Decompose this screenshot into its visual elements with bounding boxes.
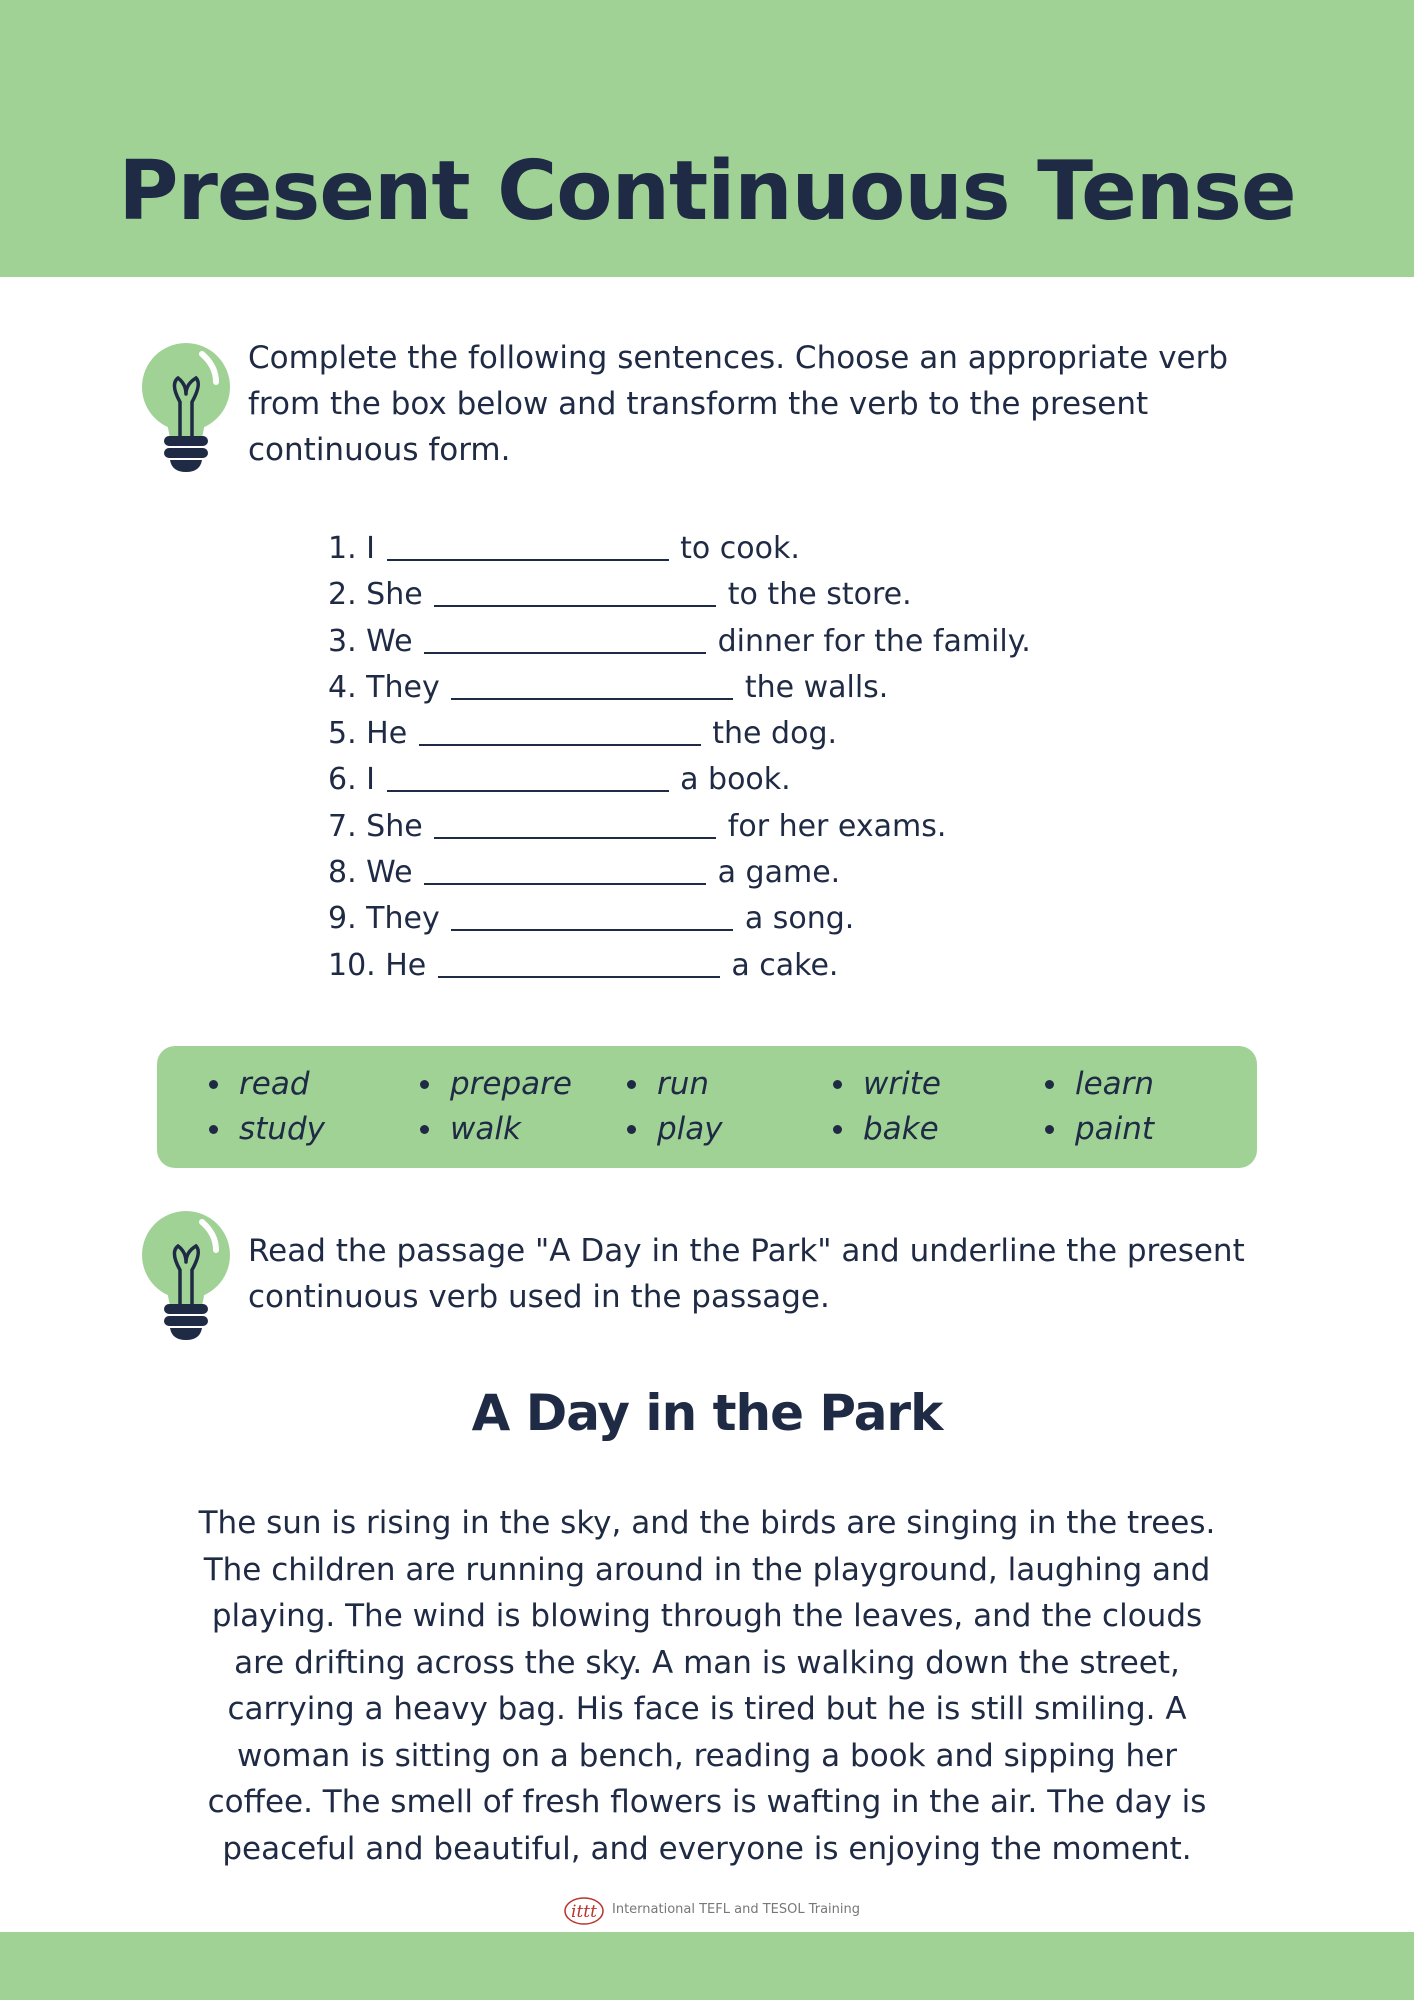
answer-blank[interactable]: [419, 714, 701, 746]
sentence-item: [328, 619, 1031, 665]
page-title: Present Continuous Tense: [118, 144, 1296, 239]
sentence-suffix: dinner for the family.: [717, 623, 1031, 659]
ittt-logo-icon: [562, 1891, 608, 1927]
verb-item: walk: [450, 1107, 521, 1151]
answer-blank[interactable]: [387, 529, 669, 561]
answer-blank[interactable]: [424, 853, 706, 885]
sentence-suffix: a game.: [717, 855, 841, 891]
sentence-suffix: the dog.: [712, 716, 838, 752]
sentence-prefix: 2. She: [328, 577, 423, 613]
passage-line: peaceful and beautiful, and everyone is enjoying the moment.: [222, 1830, 1192, 1867]
sentence-suffix: for her exams.: [727, 808, 947, 844]
sentence-item: [328, 526, 1031, 572]
passage-line: coffee. The smell of fresh flowers is wafting in the air. The day is: [207, 1784, 1207, 1820]
sentence-prefix: 9. They: [328, 901, 440, 937]
sentence-item: [328, 804, 1031, 850]
verb-box: [157, 1046, 1257, 1168]
sentence-suffix: to cook.: [680, 531, 800, 566]
passage-line: The children are running around in the playground, laughing and: [203, 1551, 1211, 1588]
answer-blank[interactable]: [451, 899, 733, 931]
sentence-item: [328, 757, 1031, 803]
passage-line: playing. The wind is blowing through the leaves, and the clouds: [211, 1598, 1203, 1634]
passage-text: [190, 1500, 1224, 1872]
sentence-list: [328, 526, 1031, 989]
verb-item: prepare: [450, 1062, 572, 1106]
sentence-suffix: a song.: [744, 901, 855, 937]
instruction-2-line: Read the passage "A Day in the Park" and underline the present: [248, 1233, 1245, 1269]
footer-band: [0, 1932, 1414, 2000]
instruction-1: [248, 335, 1248, 473]
answer-blank[interactable]: [434, 575, 716, 607]
logo-text: International TEFL and TESOL Training: [612, 1901, 861, 1917]
sentence-prefix: 3. We: [328, 623, 413, 659]
instruction-2-line: continuous verb used in the passage.: [248, 1279, 830, 1315]
sentence-item: [328, 850, 1031, 896]
lightbulb-icon: [140, 1208, 240, 1343]
sentence-prefix: 1. I: [328, 531, 376, 566]
instruction-1-line: continuous form.: [248, 432, 511, 468]
sentence-suffix: a book.: [680, 762, 791, 798]
passage-line: The sun is rising in the sky, and the birds are singing in the trees.: [198, 1505, 1216, 1541]
sentence-prefix: 6. I: [328, 762, 376, 798]
sentence-item: [328, 943, 1031, 989]
instruction-1-line: Complete the following sentences. Choose an appropriate verb: [248, 340, 1229, 376]
verb-item: study: [239, 1107, 325, 1151]
logo-mark: ittt: [571, 1902, 597, 1922]
verb-item: write: [863, 1062, 941, 1106]
sentence-prefix: 5. He: [328, 716, 408, 752]
answer-blank[interactable]: [424, 622, 706, 654]
sentence-item: [328, 572, 1031, 618]
passage-line: carrying a heavy bag. His face is tired but he is still smiling. A: [227, 1691, 1187, 1727]
answer-blank[interactable]: [451, 668, 733, 700]
sentence-prefix: 8. We: [328, 855, 413, 891]
footer-logo: [562, 1891, 860, 1927]
verb-item: play: [657, 1107, 723, 1151]
passage-line: are drifting across the sky. A man is walking down the street,: [234, 1644, 1180, 1681]
answer-blank[interactable]: [434, 807, 716, 839]
sentence-prefix: 7. She: [328, 808, 423, 844]
passage-line: woman is sitting on a bench, reading a book and sipping her: [236, 1737, 1178, 1774]
sentence-prefix: 10. He: [328, 947, 427, 983]
sentence-item: [328, 665, 1031, 711]
verb-item: run: [657, 1062, 709, 1106]
answer-blank[interactable]: [438, 946, 720, 978]
lightbulb-icon: [140, 340, 240, 475]
verb-item: bake: [863, 1107, 939, 1151]
sentence-suffix: the walls.: [744, 669, 889, 705]
instruction-1-line: from the box below and transform the verb to the present: [248, 386, 1149, 422]
verb-item: paint: [1075, 1107, 1154, 1151]
verb-item: learn: [1075, 1062, 1154, 1106]
sentence-item: [328, 896, 1031, 942]
sentence-item: [328, 711, 1031, 757]
sentence-prefix: 4. They: [328, 669, 440, 705]
instruction-2: [248, 1228, 1248, 1320]
verb-item: read: [239, 1062, 310, 1106]
passage-title: A Day in the Park: [471, 1384, 943, 1442]
sentence-suffix: to the store.: [727, 577, 912, 613]
sentence-suffix: a cake.: [731, 947, 839, 983]
answer-blank[interactable]: [387, 760, 669, 792]
